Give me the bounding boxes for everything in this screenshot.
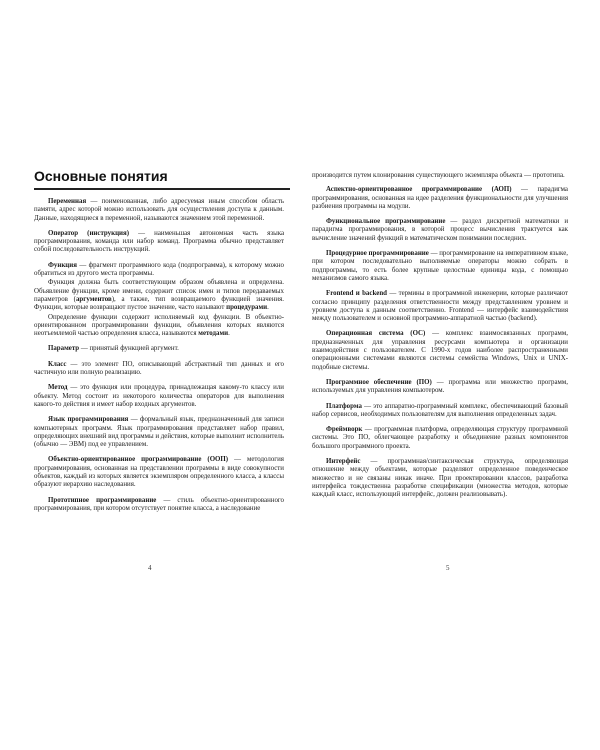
entry-prototype-programming bbox=[34, 497, 284, 514]
entry-method bbox=[34, 384, 284, 409]
entry-procedural-programming bbox=[312, 250, 568, 283]
term: Интерфейс bbox=[326, 458, 361, 466]
continued-text: производится путем клонирования существующего экземпляра объекта — прототипа. bbox=[312, 172, 565, 179]
text: ), а также, тип возвращаемого функцией значения. Функции, которые возвращают пустое значение, часто называют bbox=[34, 295, 284, 312]
text: . bbox=[267, 304, 269, 312]
entry-oop bbox=[34, 456, 284, 489]
entry-software bbox=[312, 379, 568, 396]
definition: — программная платформа, определяющая структуру программной системы. Это ПО, облегчающее разработку и объединение разных компонентов большого программного проекта. bbox=[312, 426, 568, 450]
definition: — принятый функцией аргумент. bbox=[79, 345, 179, 353]
definition: — это функция или процедура, принадлежащая какому-то классу или объекту. Метод состоит из некоторого количества операторов для выполнения какого-то действия и имеет набор входных аргументов. bbox=[34, 384, 284, 408]
definition: — наименьшая автономная часть языка программирования, команда или набор команд. Программа обычно представляет собой последовательность инструкций. bbox=[34, 229, 284, 254]
term: методами bbox=[198, 330, 229, 338]
entry-functional-programming bbox=[312, 218, 568, 243]
entry-aop bbox=[312, 186, 568, 211]
definition: — это аппаратно-программный комплекс, обеспечивающий базовый набор сервисов, необходимых пользователям для выполнения определенных задач. bbox=[312, 402, 568, 418]
definition: — парадигма программирования, основанная на идее разделения функциональности для улучшения разбиения программы на модули. bbox=[312, 186, 568, 210]
term: Фреймворк bbox=[326, 426, 363, 434]
term: Прототипное программирование bbox=[48, 496, 157, 504]
entry-frontend-backend bbox=[312, 290, 568, 323]
definition: — стиль объектно-ориентированного программирования, при котором отсутствует понятие класса, а наследование bbox=[34, 496, 284, 512]
entry-operating-system bbox=[312, 330, 568, 371]
definition: — раздел дискретной математики и парадигма программирования, в которой процесс вычисления трактуется как вычисление значений функций в математическом понимании последних. bbox=[312, 218, 569, 242]
term: процедурами bbox=[226, 304, 268, 312]
heading-rule bbox=[34, 188, 290, 190]
definition: — фрагмент программного кода (подпрограмма), к которому можно обратиться из другого места программы. bbox=[34, 261, 284, 278]
entry-class bbox=[34, 361, 284, 378]
function-definition-paragraph bbox=[34, 314, 284, 339]
term: Аспектно-ориентированное программирование (АОП) bbox=[326, 186, 512, 194]
term: Функциональное программирование bbox=[326, 218, 446, 226]
term: Программное обеспечение (ПО) bbox=[326, 378, 432, 386]
definition: — программа или множество программ, используемых для управления компьютером. bbox=[312, 378, 568, 395]
text: Функция должна быть соответствующим образом объявлена и определена. Объявление функции, кроме имени, содержит список имен и типов передаваемых параметров ( bbox=[34, 279, 284, 303]
entry-parameter bbox=[34, 345, 284, 353]
entry-platform bbox=[312, 403, 568, 420]
term: Объектно-ориентированное программирование (ООП) bbox=[48, 456, 229, 464]
entry-programming-language bbox=[34, 416, 284, 449]
term: аргументов bbox=[75, 295, 112, 303]
entry-interface bbox=[312, 458, 568, 499]
text: . bbox=[228, 330, 230, 338]
section-heading: Основные понятия bbox=[34, 168, 168, 184]
entry-function bbox=[34, 262, 284, 279]
term: Frontend и backend bbox=[326, 290, 387, 298]
page-number: 5 bbox=[446, 564, 450, 572]
definition: — поименованная, либо адресуемая иным способом область памяти, адрес которой можно использовать для осуществления доступа к данным. Данные, находящиеся в переменной, называются значением этой переменной. bbox=[34, 198, 284, 222]
definition: — программирование на императивном языке, при котором последовательно выполняемые операторы можно собрать в подпрограммы, то есть более крупные целостные единицы кода, с помощью механизмов самого языка. bbox=[312, 250, 568, 282]
entry-variable bbox=[34, 198, 284, 223]
definition: — методология программирования, основанная на представлении программы в виде совокупности объектов, каждый из которых является экземпляром определенного класса, а классы образуют иерархию наследования. bbox=[34, 456, 284, 489]
term: Платформа bbox=[326, 402, 362, 410]
definition: — формальный язык, предназначенный для записи компьютерных программ. Язык программирования представляет набор правил, определяющих внешний вид программы и действия, которые выполнит исполнитель (обычно — ЭВМ) под ее управлением. bbox=[34, 416, 284, 449]
term: Оператор (инструкция) bbox=[48, 229, 130, 237]
term: Процедурное программирование bbox=[326, 250, 429, 258]
term: Параметр bbox=[48, 345, 80, 353]
term: Операционная система (ОС) bbox=[326, 330, 426, 338]
entry-framework bbox=[312, 426, 568, 451]
definition: — термины в программной инженерии, которые различают согласно принципу разделения ответственности между представлением уровнем и уровнем доступа к данным соответственно. Frontend — интерфейс взаимодействия между пользователем и основной программно-аппаратной частью (backend). bbox=[312, 290, 568, 323]
term: Переменная bbox=[48, 198, 87, 205]
definition: — комплекс взаимосвязанных программ, предназначенных для управления ресурсами компьютера и организации взаимодействия с пользователем. С 1990-х годов наиболее распространенными операционными системами являются системы семейства Windows, Unix и UNIX-подобные системы. bbox=[312, 330, 568, 371]
function-declaration-paragraph bbox=[34, 279, 284, 312]
text: Определение функции содержит исполняемый код функции. В объектно-ориентированном программировании функции, объявления которых являются неотъемлемой частью определения класса, называются bbox=[34, 313, 284, 338]
term: Язык программирования bbox=[48, 416, 129, 424]
term: Класс bbox=[48, 360, 67, 368]
definition: — программная/синтаксическая структура, определяющая отношение между объектами, которые разделяют определенное поведенческое множество и не связаны никак иначе. При проектировании классов, разработка интерфейса тождественна разработке спецификации (множества методов, которые каждый класс, использующий интерфейс, должен реализовывать). bbox=[312, 458, 568, 499]
term: Функция bbox=[48, 261, 77, 269]
definition: — это элемент ПО, описывающий абстрактный тип данных и его частичную или полную реализацию. bbox=[34, 360, 284, 377]
left-column bbox=[34, 198, 284, 520]
page-number: 4 bbox=[148, 564, 152, 572]
entry-operator bbox=[34, 230, 284, 255]
right-page bbox=[300, 0, 600, 750]
term: Метод bbox=[48, 384, 68, 392]
right-column bbox=[312, 172, 568, 507]
